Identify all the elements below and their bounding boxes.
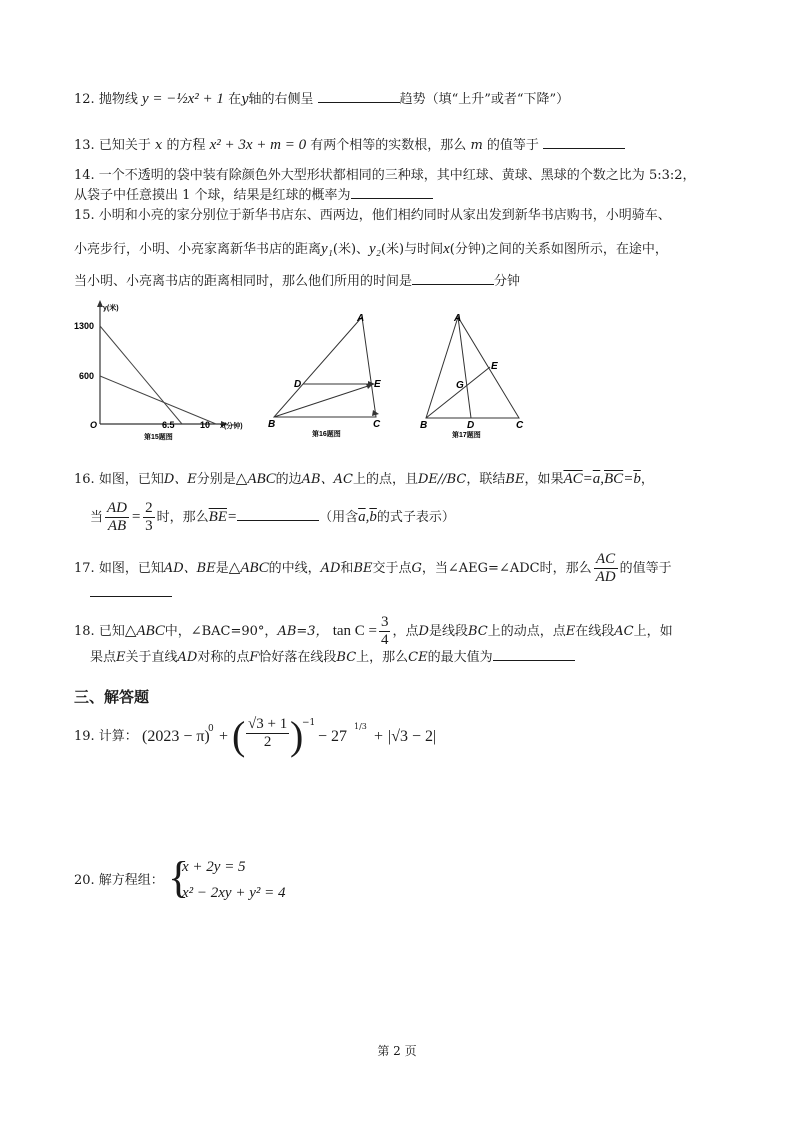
figure-15-graph	[74, 298, 244, 443]
question-16-line2: 当 $\frac{AD}{AB}$ = $\frac{2}{3}$ 时，那么$\overline{BE}=$ （用含$\overline{a},\overline{b}$的式子表示）	[90, 500, 455, 534]
question-12: 12. 抛物线 y = −½x² + 1 在y轴的右侧呈 趋势（填“上升”或者“下降”）	[74, 91, 570, 107]
question-14-line2: 从袋子中任意摸出 1 个球，结果是红球的概率为	[74, 186, 433, 205]
y-tick-600: 600	[79, 371, 95, 381]
svg-text:E: E	[374, 379, 381, 390]
triangle-abc	[426, 317, 519, 418]
answer-blank	[543, 136, 625, 149]
question-18-line1: 18. 已知△ABC中，∠BAC=90°，AB=3， tan C = $\frac{3}{4}$ ，点D是线段BC上的动点，点E在线段AC上，如	[74, 614, 673, 648]
y-tick-1300: 1300	[74, 321, 95, 331]
median-be	[426, 367, 490, 418]
x-tick-10: 10	[200, 420, 211, 430]
section-heading: 三、解答题	[74, 688, 150, 706]
answer-blank	[90, 584, 172, 597]
answer-blank	[318, 90, 400, 103]
figure-caption: 第17题图	[452, 432, 481, 439]
question-17-answer-line	[90, 584, 172, 603]
question-15-line3: 当小明、小亮离书店的距离相同时，那么他们所用的时间是 分钟	[74, 274, 521, 289]
equation-1: x + 2y = 5	[182, 859, 246, 875]
question-17: 17. 如图，已知AD、BE是△ABC的中线，AD和BE交于点G，当∠AEG=∠ADC时，那么 $\frac{AC}{AD}$ 的值等于	[74, 551, 672, 585]
question-15-line2: 小亮步行，小明、小亮家离新华书店的距离y₁(米)、y₂(米)与时间x(分钟)之间的关系如图所示，在途中，	[74, 241, 668, 257]
question-18-line2: 果点E关于直线AD对称的点F恰好落在线段BC上，那么CE的最大值为	[90, 648, 575, 667]
y-axis-label: y(米)	[103, 305, 119, 312]
median-ad	[458, 317, 471, 418]
figure-caption: 第16题图	[312, 431, 341, 438]
answer-blank	[237, 508, 319, 521]
svg-text:B: B	[420, 420, 428, 431]
question-14-line1: 14. 一个不透明的袋中装有除颜色外大型形状都相同的三种球，其中红球、黄球、黑球的个数之比为 5:3:2，	[74, 168, 696, 183]
equation: x² + 3x + m = 0	[209, 137, 307, 153]
figure-17-triangle	[414, 303, 534, 443]
line-y2	[100, 376, 216, 424]
question-16-line1: 16. 如图，已知D、E分别是△ABC的边AB、AC上的点，且DE//BC，联结BE，如果$\overline{AC}=\overline{a},\overline{BC}=\overline{b}$，	[74, 471, 654, 487]
question-15-line1: 15. 小明和小亮的家分别位于新华书店东、西两边，他们相约同时从家出发到新华书店购书，小明骑车、	[74, 208, 671, 223]
svg-text:E: E	[491, 361, 498, 372]
answer-blank	[412, 272, 494, 285]
svg-text:A: A	[454, 313, 462, 324]
line-y1	[100, 326, 182, 424]
svg-text:D: D	[467, 420, 475, 431]
origin-label: O	[90, 420, 98, 430]
svg-text:B: B	[268, 419, 276, 430]
answer-blank	[351, 186, 433, 199]
triangle-abc	[274, 317, 376, 417]
svg-text:C: C	[516, 420, 524, 431]
svg-text:A: A	[357, 313, 365, 324]
svg-text:C: C	[373, 419, 381, 430]
svg-text:D: D	[294, 379, 302, 390]
system-brace: {	[168, 853, 190, 902]
x-tick-6.5: 6.5	[162, 420, 175, 430]
question-19: 19. 计算：	[74, 729, 138, 744]
equation-2: x² − 2xy + y² = 4	[182, 885, 286, 901]
page-number: 第 2 页	[377, 1044, 417, 1058]
question-20: 20. 解方程组：	[74, 873, 164, 888]
x-axis-label: x(分钟)	[220, 423, 243, 430]
figure-16-triangle	[262, 303, 402, 443]
question-number: 12.	[74, 92, 95, 107]
question-13: 13. 已知关于 x 的方程 x² + 3x + m = 0 有两个相等的实数根，那么 m 的值等于	[74, 136, 625, 155]
parabola-formula: y = −½x² + 1	[141, 91, 224, 107]
svg-text:G: G	[456, 380, 464, 391]
figure-caption: 第15题图	[144, 434, 173, 441]
answer-blank	[493, 648, 575, 661]
